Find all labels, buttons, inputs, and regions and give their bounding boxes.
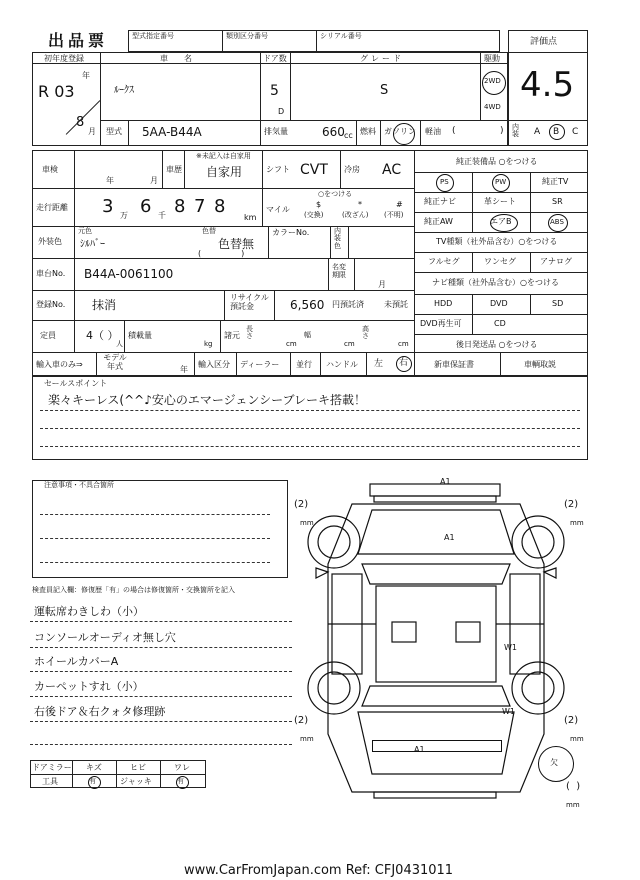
model-label: 型式 [106,127,122,136]
registration-month: 8 [76,115,85,130]
mileage-label: 走行距離 [36,203,68,212]
registration-no-label: 登録No. [36,300,66,309]
damage-rear-bumper: A1 [414,745,425,754]
history-label: 車歴 [166,165,182,174]
navi-sd: SD [552,299,564,308]
dimensions-label: 諸元 [224,331,240,340]
form-title: 出品票 [48,31,109,50]
damage-front-bumper: A1 [440,477,451,486]
spare-tire-label: 欠 [550,758,558,767]
caution-box [32,480,288,578]
mileage-circle-note: ○をつける [318,190,353,198]
footer-watermark: www.CarFromJapan.com Ref: CFJ0431011 [184,863,454,878]
equip-ps: PS [440,178,449,186]
navi-dvd: DVD [490,299,508,308]
legend-tools: 工具 [42,777,58,786]
legend-scratch: キズ [86,763,102,772]
capacity-label: 定員 [40,331,56,340]
car-name-value: ﾙｰｸｽ [114,85,134,96]
tv-type-label: TV種類（社外品含む）○をつける [436,237,558,246]
handle-right: 右 [399,358,409,368]
equip-tv: 純正TV [542,177,569,186]
registration-year: R 03 [38,82,75,101]
navi-dvd-play: DVD再生可 [420,319,462,328]
navi-cd: CD [494,319,506,328]
note-item-5: 右後ドア＆右クォタ修理跡 [34,705,166,718]
diesel-label: 軽油 [425,127,441,136]
mileage-mile: マイル [266,205,290,214]
tread-rear-right: (2) [564,715,579,726]
car-name-label: 車 名 [160,54,196,63]
recycle-label: リサイクル預託金 [230,293,269,311]
color-value: ｼﾙﾊﾞｰ [80,239,105,250]
length-label: 長さ [246,325,253,340]
equip-sr: SR [552,197,563,206]
equip-pw: PW [495,178,507,186]
capacity-value: 4（ ） [86,329,119,342]
note-item-4: カーペットすれ（小） [34,680,144,693]
handle-left: 左 [374,359,384,369]
doors-value: 5 [270,83,279,99]
drive-2wd: 2WD [484,77,501,85]
color-number-label: カラーNo. [272,228,310,237]
id-number-box [128,30,500,52]
tread-rear-left: (2) [294,715,309,726]
owner-manual: 車輌取説 [524,360,556,369]
legend-jack-present: 有 [177,777,184,785]
fuel-gasoline: ガソリン [384,127,416,136]
grade-label: グレード [360,54,404,63]
mileage-digit-5: 8 [214,196,226,217]
model-year-label: モデル年式 [103,353,127,371]
sales-point-label: セールスポイント [44,379,108,388]
import-only-label: 輸入車のみ⇒ [36,360,83,369]
mileage-tamper: (改ざん) [342,211,369,219]
equip-abs: ABS [550,218,564,226]
legend-crack: ヒビ [130,763,146,772]
ac-label: 冷房 [344,165,360,174]
score-value: 4.5 [520,65,575,105]
equip-leather: 革シート [484,197,516,206]
import-parallel: 並行 [296,360,312,369]
navi-type-label: ナビ種類（社外品含む）○をつける [432,278,559,287]
shaken-label: 車検 [42,165,58,174]
equip-navi: 純正ナビ [424,197,456,206]
repaint-value: 色替無 [218,237,255,251]
damage-right-quarter: W1 [502,707,515,716]
mileage-unknown: (不明) [384,211,404,219]
grade-value: S [380,83,389,98]
width-label: 幅 [304,331,311,339]
equip-airbag: エアB [490,217,512,226]
sales-point-box [32,376,588,460]
note-item-3: ホイールカバーA [34,655,119,668]
sales-point-text: 楽々キーレス(^^♪安心のエマージェンシーブレーキ搭載！ [48,393,366,407]
navi-hdd: HDD [434,299,453,308]
first-registration-label: 初年度登録 [44,54,84,63]
mileage-digit-4: 7 [194,196,206,217]
damage-right-door: W1 [504,643,517,652]
new-car-warranty: 新車保証書 [434,360,474,369]
legend-mirror: ドアミラー [32,763,72,772]
recycle-unpaid: 未預託 [384,300,408,309]
height-label: 高さ [362,325,369,340]
caution-label: 注意事項・不具合箇所 [44,481,114,489]
handle-label: ハンドル [326,360,358,369]
note-item-1: 運転席わきしわ（小） [34,605,144,618]
tread-front-left: (2) [294,499,309,510]
legend-broken: ワレ [174,763,190,772]
interior-color-label: 内装色 [334,227,341,250]
fuel-label: 燃料 [360,127,376,136]
chassis-label: 車台No. [36,269,66,278]
history-note: ※未記入は自家用 [196,152,251,160]
import-dealer: ディーラー [240,360,280,369]
type-number-label: 型式指定番号 [132,32,174,40]
interior-b: B [553,127,560,137]
note-item-2: コンソールオーディオ無し穴 [34,631,176,644]
drive-4wd: 4WD [484,103,501,111]
genuine-equipment-label: 純正装備品 ○をつける [456,157,538,166]
tread-front-right: (2) [564,499,579,510]
shift-label: シフト [266,165,290,174]
interior-label: 内装 [512,123,519,138]
mileage-exchange: (交換) [304,211,324,219]
import-type-label: 輸入区分 [198,360,230,369]
model-value: 5AA-B44A [142,125,202,139]
score-label: 評価点 [530,37,558,47]
legend-jack: ジャッキ [120,777,152,786]
tv-oneseg: ワンセグ [484,257,516,266]
later-shipment-label: 後日発送品 ○をつける [456,340,538,349]
inspector-note: 検査員記入欄：修復歴「有」の場合は修復箇所・交換箇所を記入 [32,586,235,594]
load-label: 積載量 [128,331,152,340]
displacement-label: 排気量 [264,127,288,136]
equip-aw: 純正AW [424,217,453,226]
ac-value: AC [382,162,402,178]
fuel-circle [393,123,415,145]
history-value: 自家用 [206,165,243,179]
displacement-value: 660 [322,125,345,139]
name-change-label: 名変期限 [332,263,346,279]
mileage-digit-1: 3 [102,196,114,217]
interior-c: C [572,127,579,137]
damage-hood: A1 [444,533,455,542]
legend-tools-present: 有 [89,777,96,785]
chassis-value: B44A-0061100 [84,267,174,281]
drive-label: 駆動 [484,54,500,63]
shift-value: CVT [300,162,328,178]
class-number-label: 類別区分番号 [226,32,268,40]
registration-no-value: 抹消 [92,298,117,312]
tv-analog: アナログ [540,257,572,266]
color-label: 外装色 [38,237,62,246]
tread-spare: ( ) [566,781,581,792]
interior-a: A [534,127,541,137]
mileage-digit-2: 6 [140,196,152,217]
serial-number-label: シリアル番号 [320,32,362,40]
tv-fullseg: フルセグ [428,257,460,266]
mileage-digit-3: 8 [174,196,186,217]
doors-label: ドア数 [263,54,287,63]
recycle-value: 6,560 [290,298,325,312]
